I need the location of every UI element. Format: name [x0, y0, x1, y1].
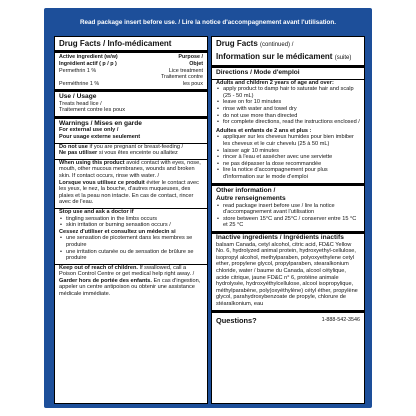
- directions-list-fr: [216, 134, 360, 180]
- adults-fr: Adultes et enfants de 2 ans et plus :: [216, 127, 312, 134]
- use-text-fr: Traitement contre les poux: [59, 107, 126, 114]
- directions-header: Directions / Mode d'emploi: [216, 69, 300, 76]
- drug-facts-panel: [44, 8, 372, 408]
- lorsque-utilisez: Lorsque vous utilisez ce produit éviter le contact avec les yeux, le nez, la bouche, d'autres muqueuses, des plaies et la peau non intacte. En cas de contact, rincer avec de l'eau.: [59, 179, 199, 206]
- list-item: • ne pas dépasser la dose recommandée: [223, 161, 360, 168]
- use-header: Use / Usage: [59, 93, 97, 101]
- inactive-ingredients: Inactive ingredients / Ingrédients inactifs balsam Canada, cetyl alcohol, citric acid, FD&C Yellow No. 6, hydrolyzed animal protein, hydroxyethyl-cellulose, isopropyl alcohol, methylparaben, polyoxyethylene cetyl ether, propylene glycol, propylparaben, stearalkonium chloride, water / baume du Canada, alcool cétylique, acide citrique, jaune FD&C n° 6, protéine animale hydrolysée, hydroxyéthylcellulose, alcool isopropylique, méthylparabène, poly(oxyéthylène) cétyl éther, propylène glycol, parahydroxybenzoate de propyle, chlorure de stéaralkonium, eau: [216, 234, 358, 307]
- cessez-list: [59, 235, 203, 261]
- list-item: • laisser agir 10 minutes: [223, 148, 360, 155]
- divider: [212, 310, 364, 313]
- drug-facts-left-column: [54, 36, 208, 404]
- external-use-en: For external use only /: [59, 127, 119, 134]
- active-ingredient-header: Active ingredient (w/w) Purpose /: [59, 54, 203, 60]
- adults-en: Adults and children 2 years of age and over:: [216, 79, 334, 86]
- info-continued-title: Information sur le médicament (suite): [216, 52, 352, 61]
- questions-row: [216, 316, 360, 325]
- other-info-list: [216, 203, 360, 229]
- active-ingredient-row-fr2: Perméthrine 1 % les poux: [59, 80, 203, 87]
- ne-pas-utiliser: Ne pas utiliser si vous êtes enceinte ou allaitez: [59, 150, 178, 157]
- active-ingredient-row: Permethrin 1 % Lice treatment: [59, 67, 203, 74]
- questions-phone[interactable]: 1-888-542-3546: [321, 316, 360, 323]
- do-not-use: Do not use if you are pregnant or breast-feeding /: [59, 143, 184, 150]
- other-info-header-fr: Autre renseignements: [216, 195, 286, 203]
- list-item: • appliquer sur les cheveux humides pour bien imbiber les cheveux et le cuir chevelu (25 à 50 mL): [223, 134, 360, 147]
- divider: [212, 65, 364, 68]
- warnings-header: Warnings / Mises en garde: [59, 119, 142, 127]
- active-ingredient-header-fr: Ingrédient actif ( p / p ) Objet: [59, 61, 203, 68]
- list-item: • for complete directions, read the instructions enclosed /: [223, 119, 360, 126]
- divider: [212, 183, 364, 186]
- stop-use-list: [59, 216, 203, 229]
- list-item: • une sensation de picotement dans les membres se produire: [66, 235, 203, 248]
- divider: [55, 89, 207, 92]
- list-item: • skin irritation or burning sensation occurs /: [66, 222, 203, 229]
- list-item: • rincer à l'eau et assécher avec une serviette: [223, 154, 360, 161]
- list-item: • store between 15°C and 25°C / conserver entre 15 °C et 25 °C: [223, 216, 360, 229]
- garder-hors-portee: Garder hors de portée des enfants. En cas d'ingestion, appeler un centre antipoison ou obtenir une assistance médicale immédiate.: [59, 277, 201, 298]
- drug-facts-continued-title: Drug Facts (continued) /: [216, 39, 294, 48]
- list-item: • une irritation cutanée ou de sensation de brûlure se produire: [66, 249, 203, 262]
- list-item: • lire la notice d'accompagnement pour plus d'information sur le mode d'emploi: [223, 167, 360, 180]
- list-item: • rinse with water and towel dry: [223, 106, 360, 113]
- stop-use-header: Stop use and ask a doctor if: [59, 208, 134, 215]
- questions-label: Questions?: [216, 315, 257, 325]
- list-item: • read package insert before use / lire la notice d'accompagnement avant l'utilisation: [223, 203, 360, 216]
- list-item: • leave on for 10 minutes: [223, 99, 360, 106]
- list-item: • tingling sensation in the limbs occurs: [66, 216, 203, 223]
- keep-out-of-reach: Keep out of reach of children. If swallowed, call a Poison Control Centre or get medical help right away. /: [59, 264, 195, 278]
- divider: [55, 50, 207, 53]
- other-info-header: Other information /: [216, 186, 276, 194]
- divider: [55, 116, 207, 119]
- cessez-header: Cessez d'utiliser et consultez un médecin si: [59, 228, 176, 235]
- directions-list-en: [216, 86, 360, 126]
- use-text-en: Treats head lice /: [59, 100, 102, 107]
- drug-facts-right-column: [211, 36, 365, 404]
- external-use-fr: Pour usage externe seulement: [59, 134, 141, 140]
- list-item: • do not use more than directed: [223, 113, 360, 120]
- when-using: When using this product avoid contact with eyes, nose, mouth, other mucous membranes, wounds and broken skin. If contact occurs, rinse with water. /: [59, 159, 201, 179]
- list-item: • apply product to damp hair to saturate hair and scalp (25 - 50 mL): [223, 86, 360, 99]
- banner-text: Read package insert before use. / Lire la notice d'accompagnement avant l'utilisation.: [80, 18, 336, 26]
- active-ingredient-row-fr: Traitement contre: [160, 74, 203, 81]
- drug-facts-title: Drug Facts / Info-médicament: [59, 39, 172, 48]
